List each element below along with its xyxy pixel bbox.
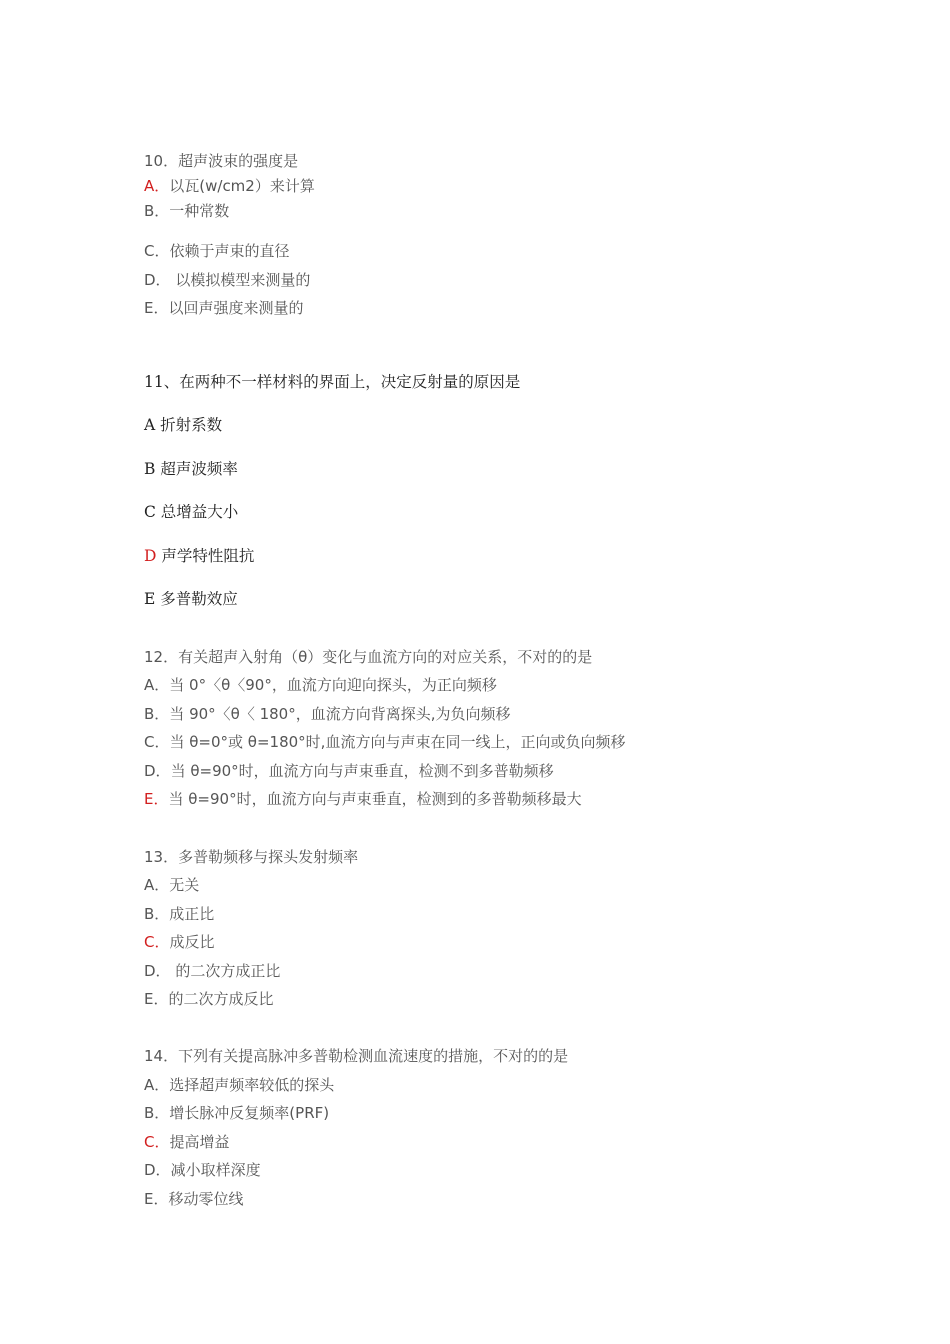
q13-option-c-letter: C． <box>144 933 170 951</box>
q11-option-e-text: 多普勒效应 <box>155 590 238 608</box>
q11-option-b-letter: B <box>144 460 156 478</box>
q12-option-b-letter: B． <box>144 705 170 723</box>
q12-option-b-text: 当 90°〈θ〈 180°，血流方向背离探头,为负向频移 <box>169 705 511 723</box>
q11-option-a-letter: A <box>144 416 156 434</box>
q13-option-a <box>144 875 199 895</box>
q14-option-c-text: 提高增益 <box>169 1133 230 1151</box>
q10-question: 10．超声波束的强度是 <box>144 152 299 170</box>
q13-option-a-letter: A． <box>144 876 170 894</box>
q11-option-c-letter: C <box>144 503 156 521</box>
q10-option-c-letter: C． <box>144 242 170 260</box>
q12-option-d <box>144 761 554 781</box>
q12-option-a <box>144 675 497 695</box>
q14-option-b-letter: B． <box>144 1104 170 1122</box>
q10-option-c-text: 依赖于声束的直径 <box>169 242 290 260</box>
q10-option-e-letter: E． <box>144 299 169 317</box>
q13-option-e-letter: E． <box>144 990 169 1008</box>
q12-option-e-text: 当 θ=90°时，血流方向与声束垂直，检测到的多普勒频移最大 <box>168 790 582 808</box>
q10-option-d-text: 以模拟模型来测量的 <box>170 271 311 289</box>
q10-option-c <box>144 241 290 261</box>
q12-option-e <box>144 789 582 809</box>
q11-option-a-text: 折射系数 <box>155 416 223 434</box>
q12-option-d-letter: D． <box>144 762 171 780</box>
q10-option-e-text: 以回声强度来测量的 <box>168 299 304 317</box>
q12-option-a-letter: A． <box>144 676 170 694</box>
q13-option-d <box>144 961 280 981</box>
q14-option-a-letter: A． <box>144 1076 170 1094</box>
q11-option-c <box>144 502 238 522</box>
q14-option-c <box>144 1132 230 1152</box>
q12-option-c <box>144 732 625 752</box>
q14-option-b <box>144 1103 329 1123</box>
q13-option-b-letter: B． <box>144 905 170 923</box>
q11-option-d-text: 声学特性阻抗 <box>156 547 255 565</box>
q13-question: 13．多普勒频移与探头发射频率 <box>144 848 359 866</box>
q12-option-d-text: 当 θ=90°时，血流方向与声束垂直，检测不到多普勒频移 <box>170 762 554 780</box>
q13-option-b-text: 成正比 <box>169 905 215 923</box>
q11-question: 11、在两种不一样材料的界面上，决定反射量的原因是 <box>144 373 521 391</box>
q13-option-e-text: 的二次方成反比 <box>168 990 274 1008</box>
q14-option-e-text: 移动零位线 <box>168 1190 244 1208</box>
q10-option-a-letter: A． <box>144 177 170 195</box>
q11-option-d <box>144 546 254 566</box>
q12-option-e-letter: E． <box>144 790 169 808</box>
q11-option-b <box>144 459 238 479</box>
q12-option-a-text: 当 0°〈θ〈90°，血流方向迎向探头，为正向频移 <box>169 676 497 694</box>
q10-option-d-letter: D． <box>144 271 171 289</box>
q10-option-a-text: 以瓦(w/cm2）来计算 <box>169 177 315 195</box>
q14-option-e <box>144 1189 244 1209</box>
q10-option-b <box>144 201 229 221</box>
q11-option-d-letter: D <box>144 547 157 565</box>
q14-option-a <box>144 1075 334 1095</box>
q14-option-d-letter: D． <box>144 1161 171 1179</box>
q14-question: 14．下列有关提高脉冲多普勒检测血流速度的措施，不对的的是 <box>144 1047 569 1065</box>
q11-option-e-letter: E <box>144 590 156 608</box>
q13-option-e <box>144 989 274 1009</box>
q11-option-a <box>144 415 222 435</box>
q11-option-c-text: 总增益大小 <box>155 503 239 521</box>
q14-option-a-text: 选择超声频率较低的探头 <box>169 1076 335 1094</box>
q13-option-d-letter: D． <box>144 962 171 980</box>
q10-option-e <box>144 298 304 318</box>
q10-option-b-text: 一种常数 <box>169 202 230 220</box>
q12-option-c-text: 当 θ=0°或 θ=180°时,血流方向与声束在同一线上，正向或负向频移 <box>169 733 626 751</box>
q14-option-e-letter: E． <box>144 1190 169 1208</box>
q13-option-c-text: 成反比 <box>169 933 215 951</box>
q13-option-d-text: 的二次方成正比 <box>170 962 281 980</box>
q14-option-d <box>144 1160 261 1180</box>
q13-option-b <box>144 904 214 924</box>
q14-option-d-text: 减小取样深度 <box>170 1161 261 1179</box>
q10-option-a <box>144 176 315 196</box>
q12-option-c-letter: C． <box>144 733 170 751</box>
q10-option-d <box>144 270 310 290</box>
q11-option-b-text: 超声波频率 <box>155 460 238 478</box>
q10-option-b-letter: B． <box>144 202 170 220</box>
q14-option-b-text: 增长脉冲反复频率(PRF) <box>169 1104 330 1122</box>
q14-option-c-letter: C． <box>144 1133 170 1151</box>
q13-option-c <box>144 932 215 952</box>
q12-question: 12．有关超声入射角（θ）变化与血流方向的对应关系，不对的的是 <box>144 648 593 666</box>
q11-option-e <box>144 589 238 609</box>
q12-option-b <box>144 704 511 724</box>
q13-option-a-text: 无关 <box>169 876 200 894</box>
